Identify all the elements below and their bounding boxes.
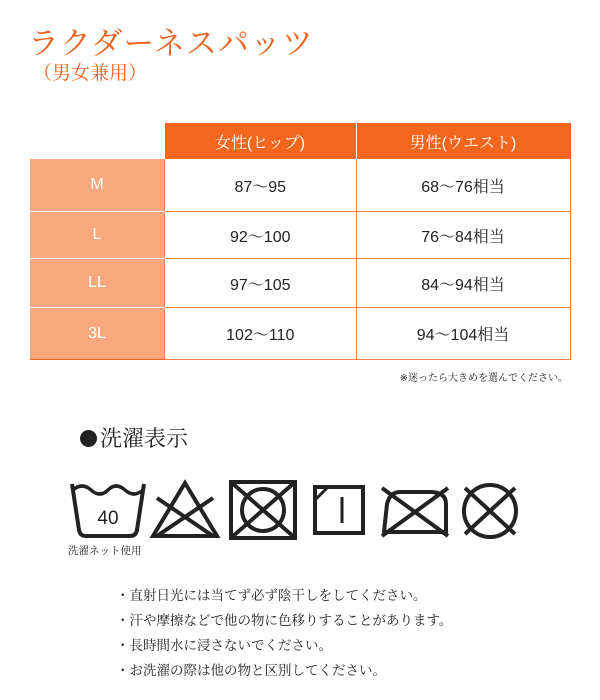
size-label: LL — [30, 259, 165, 308]
line-dry-shade-icon — [312, 484, 366, 536]
caution-list — [116, 587, 452, 687]
table-row — [30, 259, 570, 308]
table-row — [30, 159, 570, 212]
no-bleach-icon — [149, 478, 221, 540]
no-tumble-dry-icon — [228, 478, 298, 542]
table-row — [30, 212, 570, 259]
no-dry-clean-icon — [458, 480, 522, 542]
table-row — [30, 308, 570, 360]
male-waist-header: 男性(ウエスト) — [356, 123, 570, 159]
female-hip-value: 97〜105 — [165, 259, 357, 308]
male-waist-value: 94〜104相当 — [356, 308, 570, 360]
female-hip-value: 87〜95 — [165, 159, 357, 212]
size-note: ※迷ったら大きめを選んでください。 — [399, 373, 568, 384]
size-label: M — [30, 159, 165, 212]
page-subtitle: （男女兼用） — [33, 62, 148, 84]
list-item: ・直射日光には当てず必ず陰干しをしてください。 — [116, 588, 427, 604]
size-table-header-row — [30, 123, 570, 159]
page-title: ラクダーネスパッツ — [28, 26, 314, 62]
size-label: 3L — [30, 308, 165, 360]
size-table — [30, 123, 571, 360]
wash-net-label: 洗濯ネット使用 — [68, 545, 142, 557]
female-hip-header: 女性(ヒップ) — [165, 123, 357, 159]
washing-heading — [80, 422, 188, 453]
female-hip-value: 102〜110 — [165, 308, 357, 360]
female-hip-value: 92〜100 — [165, 212, 357, 259]
list-item: ・汗や摩擦などで他の物に色移りすることがあります。 — [116, 613, 453, 629]
size-label: L — [30, 212, 165, 259]
size-table-corner — [30, 123, 165, 159]
male-waist-value: 76〜84相当 — [356, 212, 570, 259]
bullet-icon — [80, 430, 97, 447]
wash-40-icon — [68, 478, 148, 540]
wash-temperature: 40 — [97, 508, 119, 529]
male-waist-value: 68〜76相当 — [356, 159, 570, 212]
no-iron-icon — [378, 482, 452, 540]
male-waist-value: 84〜94相当 — [356, 259, 570, 308]
washing-heading-text: 洗濯表示 — [100, 427, 189, 452]
list-item: ・お洗濯の際は他の物と区別してください。 — [116, 663, 386, 679]
list-item: ・長時間水に浸さないでください。 — [116, 638, 332, 654]
